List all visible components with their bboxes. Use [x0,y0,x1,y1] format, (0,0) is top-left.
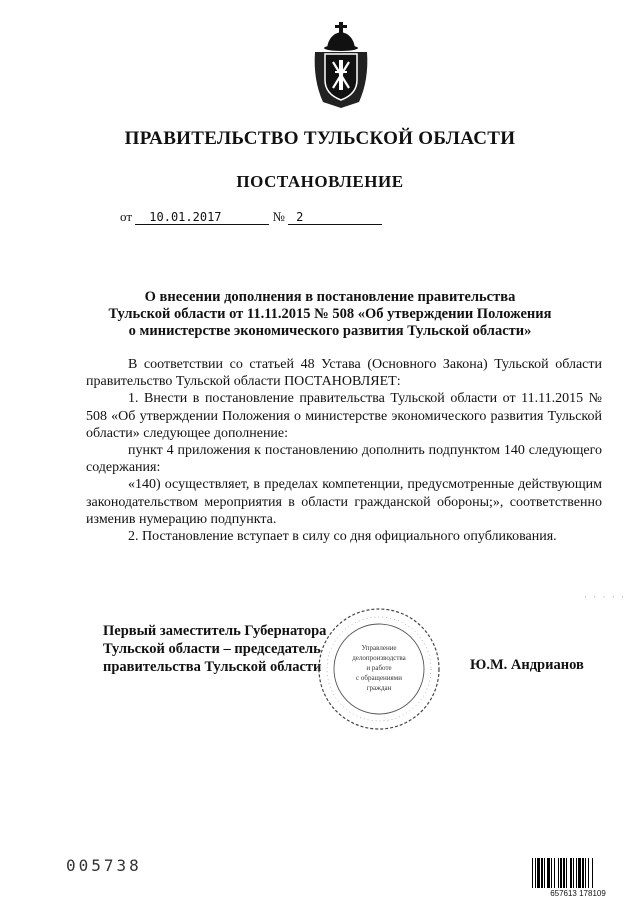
document-type: ПОСТАНОВЛЕНИЕ [236,172,404,191]
body-paragraph: 2. Постановление вступает в силу со дня официального опубликования. [128,529,557,545]
barcode-bar [570,858,572,888]
document-number: 2 [288,211,382,225]
barcode-bar [532,858,533,888]
body-paragraph: «140) осуществляет, в пределах компетенции, предусмотренные действующим законодательством мероприятия в области гражданской обороны;», соответственно изменив нумерацию подпункта. [86,477,602,527]
barcode-bar [585,858,586,888]
signatory-name: Ю.М. Андрианов [470,657,584,673]
body-paragraph: В соответствии со статьей 48 Устава (Основного Закона) Тульской области правительство Тульской области ПОСТАНОВЛЯЕТ: [86,357,602,390]
barcode-number: 657613 178109 [550,889,606,898]
barcode-bar [576,858,577,888]
barcode-bar [582,858,584,888]
document-date: 10.01.2017 [135,211,269,225]
document-body [86,356,602,545]
signatory-title-line: правительства Тульской области [103,659,322,675]
barcode-bar [566,858,567,888]
signatory-title [103,622,326,676]
barcode-bar [563,858,565,888]
subject-line: о министерстве экономического развития Тульской области» [128,323,532,339]
barcode-bar [578,858,581,888]
date-prefix: от [120,209,133,224]
barcode-bar [544,858,545,888]
government-title: ПРАВИТЕЛЬСТВО ТУЛЬСКОЙ ОБЛАСТИ [124,128,516,149]
barcode-bar [551,858,552,888]
barcode-bar [541,858,543,888]
scan-artifact-dots: · · · · · [584,592,626,602]
barcode-bar [588,858,589,888]
barcode-bar [554,858,555,888]
signatory-title-line: Первый заместитель Губернатора [103,623,327,639]
official-stamp [316,606,442,732]
subject-line: О внесении дополнения в постановление правительства [144,289,516,305]
document-subject [60,289,600,340]
number-prefix: № [272,209,285,224]
barcode-icon [532,858,624,892]
stamp-line: и работе [366,664,392,672]
stamp-line: делопроизводства [352,654,406,662]
signatory-title-line: Тульской области – председатель [103,641,321,657]
body-paragraph: пункт 4 приложения к постановлению дополнить подпунктом 140 следующего содержания: [86,443,602,476]
barcode-bar [535,858,536,888]
barcode-bar [558,858,559,888]
barcode-bar [547,858,550,888]
barcode-bar [537,858,540,888]
subject-line: Тульской области от 11.11.2015 № 508 «Об утверждении Положения [108,306,552,322]
coat-of-arms-icon [309,18,373,110]
barcode-bar [592,858,593,888]
stamp-line: Управление [361,644,397,652]
barcode-bar [573,858,574,888]
registration-number: 005738 [66,856,142,875]
body-paragraph: 1. Внести в постановление правительства Тульской области от 11.11.2015 № 508 «Об утверждении Положения о министерстве экономического развития Тульской области» следующее дополнение: [86,391,602,441]
date-number-line [120,209,382,225]
barcode-bar [560,858,562,888]
stamp-line: с обращениями [356,674,402,682]
stamp-line: граждан [366,684,392,692]
